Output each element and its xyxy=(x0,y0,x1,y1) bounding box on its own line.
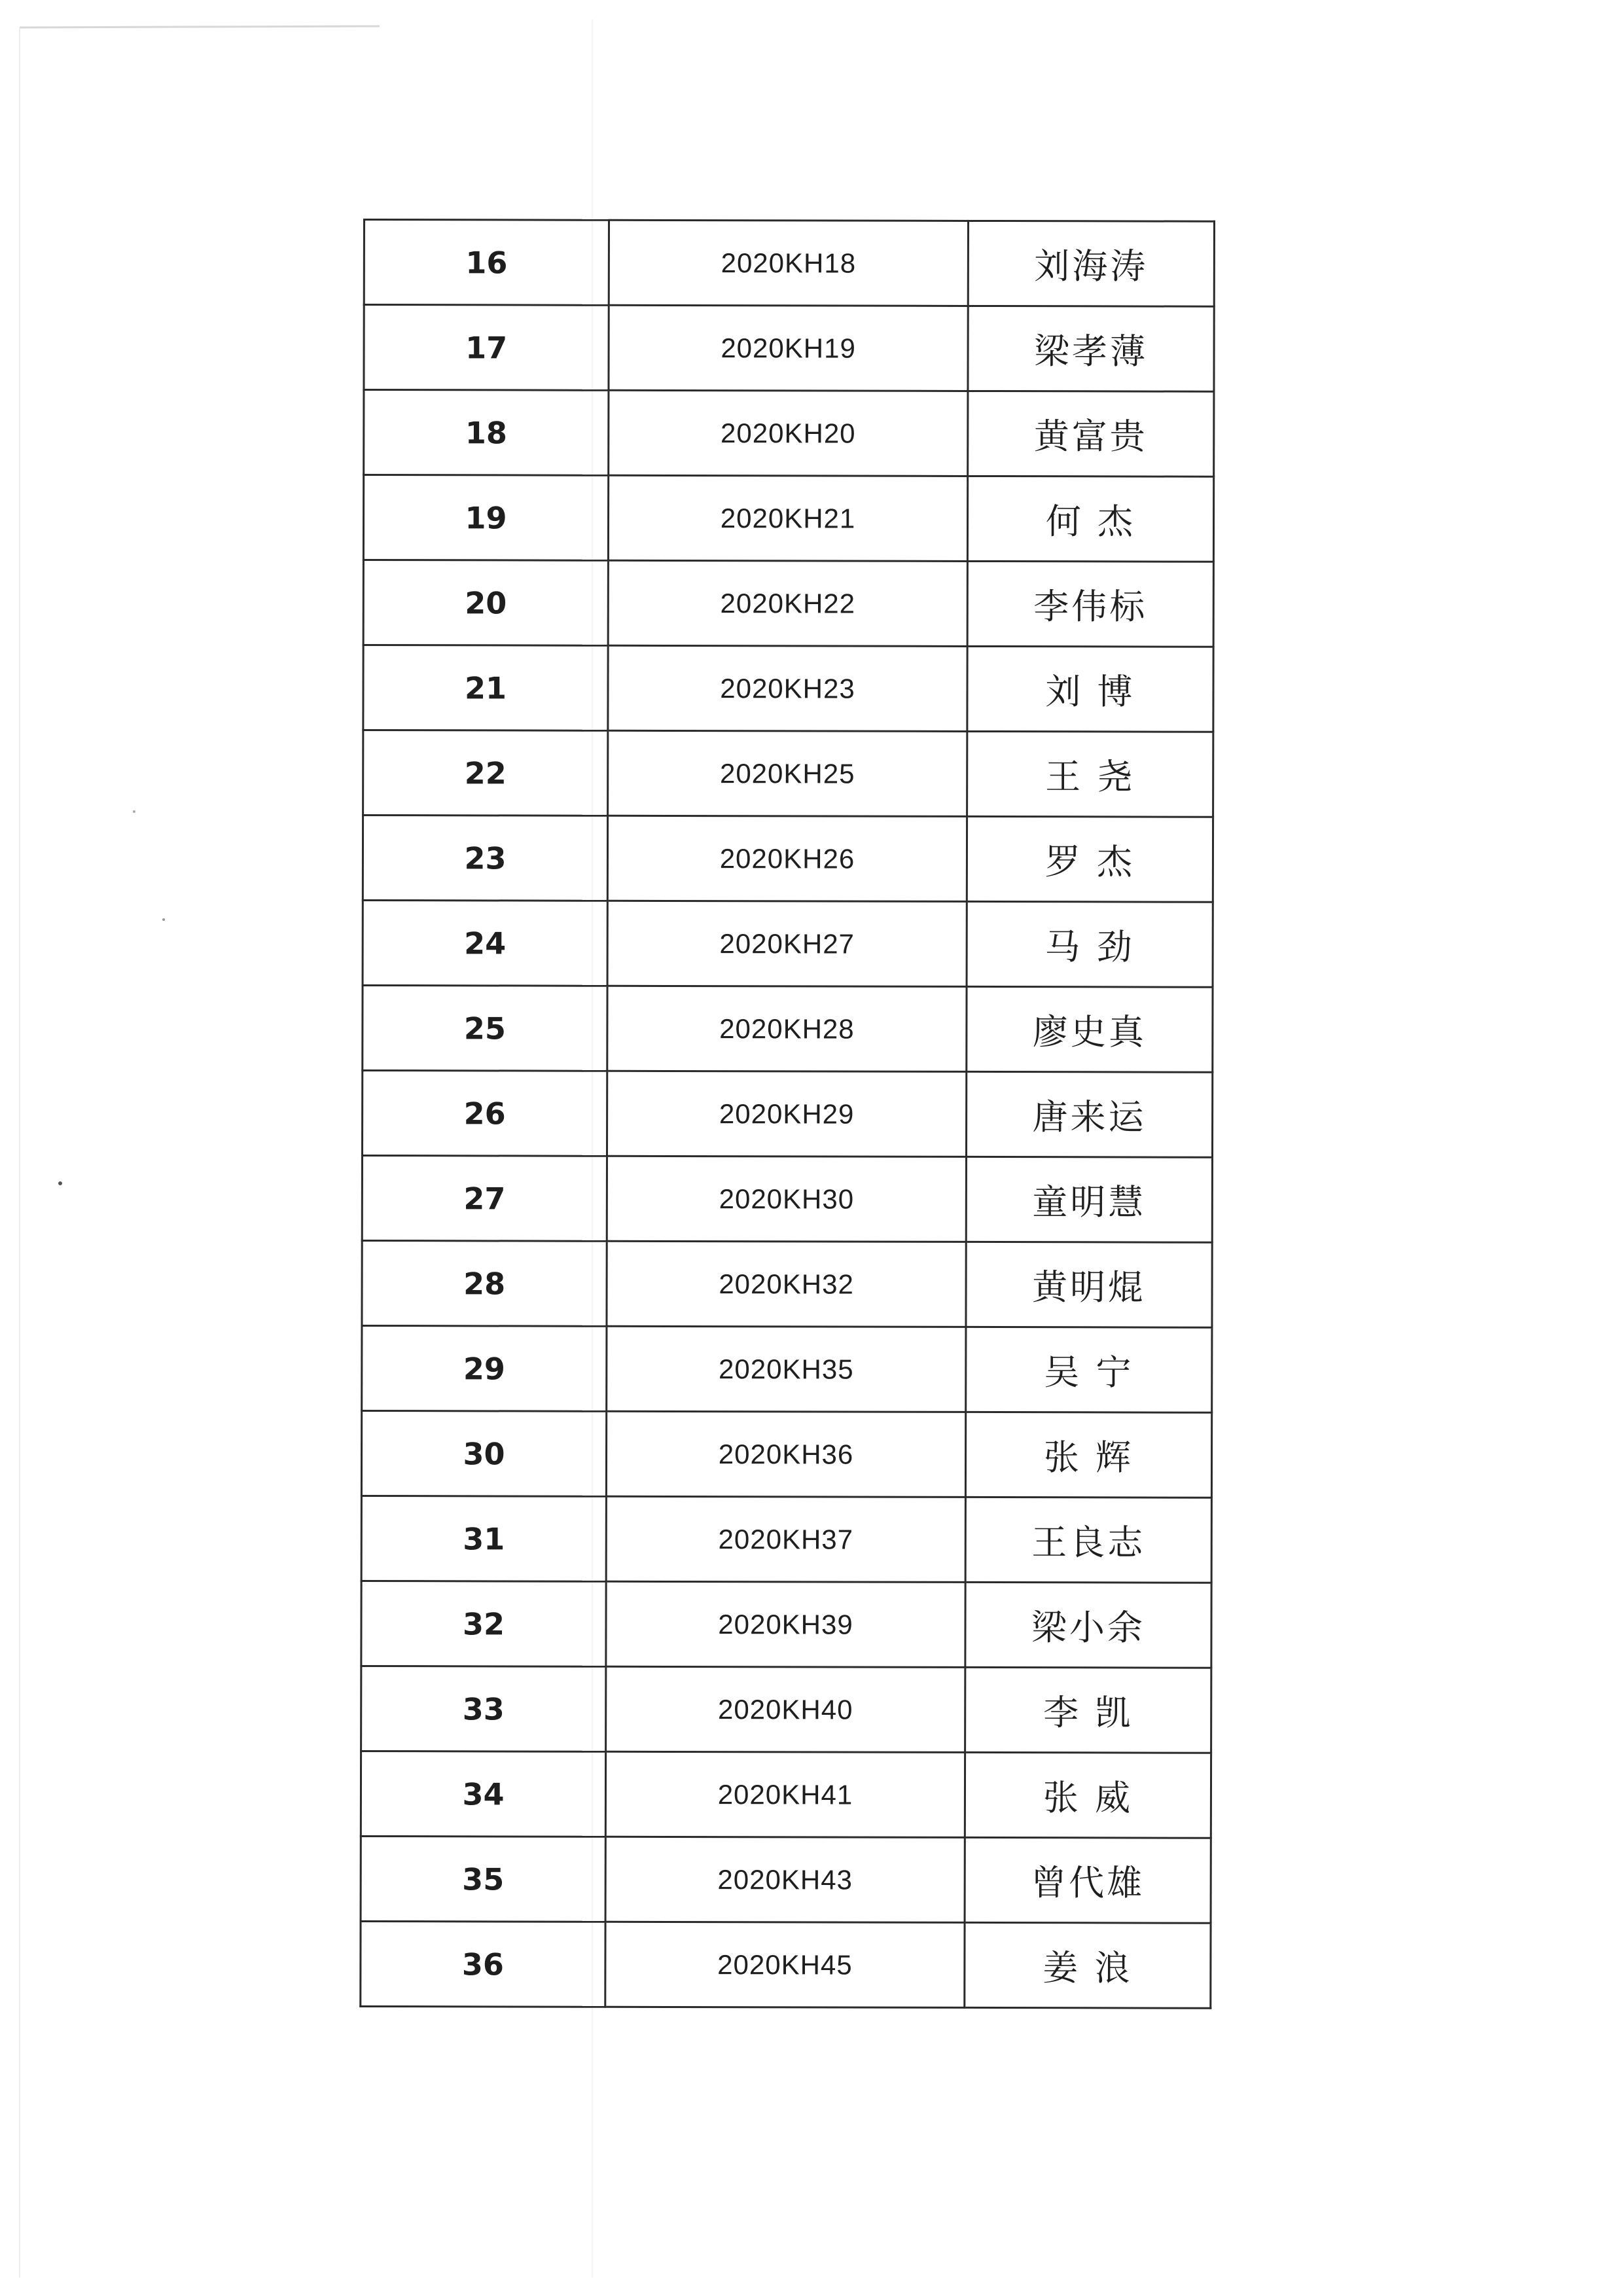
row-number-cell: 32 xyxy=(361,1581,606,1666)
row-code-cell: 2020KH28 xyxy=(607,986,967,1071)
table-row xyxy=(364,305,1214,392)
table-row xyxy=(361,1496,1211,1583)
row-number-cell: 24 xyxy=(363,901,607,986)
table-row xyxy=(363,901,1213,988)
row-code-cell: 2020KH29 xyxy=(607,1071,967,1157)
row-name-cell: 梁孝薄 xyxy=(968,306,1214,391)
row-number-cell: 36 xyxy=(361,1921,605,2007)
row-name-cell: 马 劲 xyxy=(967,901,1213,987)
row-code-cell: 2020KH41 xyxy=(605,1751,965,1837)
row-number-cell: 16 xyxy=(364,220,609,306)
row-name-cell: 刘 博 xyxy=(967,646,1213,732)
row-code-cell: 2020KH20 xyxy=(609,390,968,476)
roster-table-body xyxy=(361,220,1215,2009)
row-code-cell: 2020KH36 xyxy=(606,1411,965,1497)
table-row xyxy=(363,816,1213,903)
table-row xyxy=(363,986,1213,1073)
table-row xyxy=(361,1410,1211,1498)
row-code-cell: 2020KH32 xyxy=(607,1241,966,1327)
table-row xyxy=(361,1581,1211,1668)
row-name-cell: 童明慧 xyxy=(966,1157,1212,1242)
row-number-cell: 17 xyxy=(364,305,609,391)
row-number-cell: 25 xyxy=(363,986,607,1071)
table-row xyxy=(361,1836,1211,1923)
row-number-cell: 22 xyxy=(363,730,608,816)
row-name-cell: 梁小余 xyxy=(965,1582,1211,1668)
row-code-cell: 2020KH39 xyxy=(606,1581,965,1667)
row-code-cell: 2020KH45 xyxy=(605,1922,965,2007)
row-number-cell: 31 xyxy=(361,1496,606,1581)
row-number-cell: 26 xyxy=(363,1071,607,1157)
row-name-cell: 黄富贵 xyxy=(968,391,1214,476)
row-name-cell: 曾代雄 xyxy=(965,1837,1211,1923)
row-number-cell: 23 xyxy=(363,816,607,901)
row-code-cell: 2020KH23 xyxy=(608,645,967,731)
row-name-cell: 唐来运 xyxy=(966,1071,1212,1157)
row-name-cell: 吴 宁 xyxy=(966,1327,1212,1412)
row-number-cell: 19 xyxy=(363,475,608,561)
row-code-cell: 2020KH30 xyxy=(607,1156,966,1242)
row-code-cell: 2020KH27 xyxy=(607,901,967,986)
table-row xyxy=(363,645,1213,732)
row-name-cell: 罗 杰 xyxy=(967,816,1213,902)
row-code-cell: 2020KH25 xyxy=(608,730,967,816)
row-number-cell: 18 xyxy=(364,390,609,476)
row-number-cell: 20 xyxy=(363,560,608,646)
row-name-cell: 张 威 xyxy=(965,1752,1211,1838)
row-code-cell: 2020KH35 xyxy=(607,1326,966,1412)
table-row xyxy=(361,1666,1211,1753)
row-name-cell: 黄明焜 xyxy=(966,1242,1212,1327)
table-row xyxy=(364,220,1214,307)
row-name-cell: 张 辉 xyxy=(965,1412,1211,1498)
row-name-cell: 刘海涛 xyxy=(968,221,1214,306)
row-number-cell: 21 xyxy=(363,645,608,731)
row-name-cell: 王良志 xyxy=(965,1497,1211,1583)
row-code-cell: 2020KH43 xyxy=(605,1837,965,1922)
row-code-cell: 2020KH22 xyxy=(608,560,967,646)
row-number-cell: 27 xyxy=(362,1156,607,1242)
row-number-cell: 30 xyxy=(361,1410,606,1496)
table-row xyxy=(363,560,1213,647)
roster-table xyxy=(359,219,1215,2009)
table-row xyxy=(363,1071,1213,1158)
row-number-cell: 29 xyxy=(362,1325,607,1411)
table-row xyxy=(362,1325,1212,1412)
row-name-cell: 姜 浪 xyxy=(965,1922,1211,2008)
row-code-cell: 2020KH37 xyxy=(606,1496,965,1582)
table-row xyxy=(364,390,1214,477)
table-row xyxy=(362,1240,1212,1327)
table-row xyxy=(361,1921,1211,2008)
row-code-cell: 2020KH26 xyxy=(607,816,967,901)
row-code-cell: 2020KH21 xyxy=(608,475,967,561)
row-name-cell: 李伟标 xyxy=(967,561,1213,647)
row-name-cell: 王 尧 xyxy=(967,731,1213,817)
table-row xyxy=(363,475,1213,562)
row-number-cell: 34 xyxy=(361,1751,605,1837)
table-row xyxy=(363,730,1213,817)
row-code-cell: 2020KH19 xyxy=(609,305,968,391)
row-name-cell: 何 杰 xyxy=(967,476,1213,562)
row-code-cell: 2020KH40 xyxy=(606,1666,965,1752)
row-name-cell: 李 凯 xyxy=(965,1667,1211,1753)
row-number-cell: 28 xyxy=(362,1240,607,1326)
table-row xyxy=(361,1751,1211,1838)
row-number-cell: 33 xyxy=(361,1666,606,1751)
row-number-cell: 35 xyxy=(361,1836,605,1922)
row-name-cell: 廖史真 xyxy=(967,986,1213,1072)
table-row xyxy=(362,1156,1212,1243)
row-code-cell: 2020KH18 xyxy=(609,220,968,306)
